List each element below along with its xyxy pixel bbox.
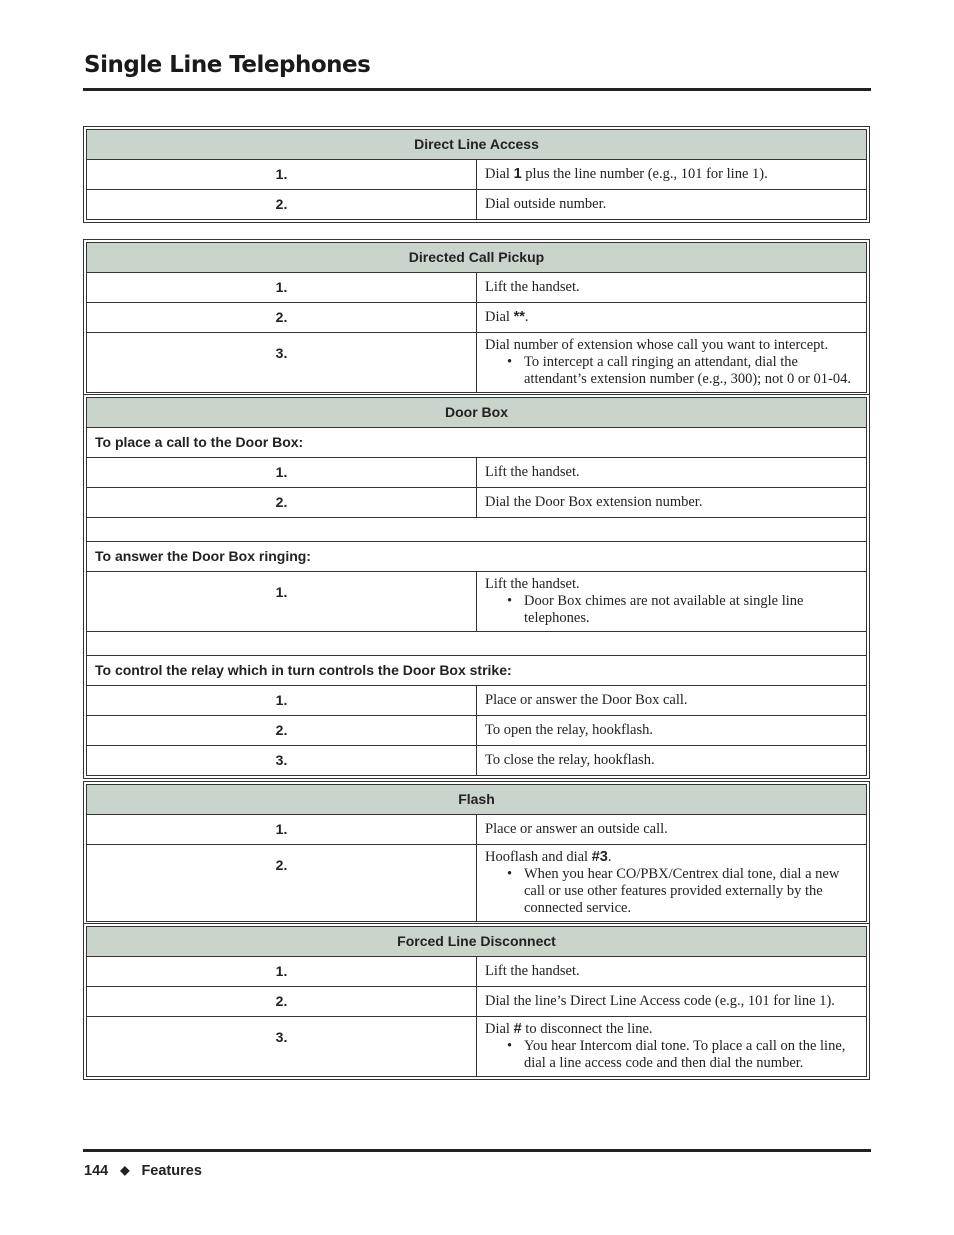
bullet-item: • You hear Intercom dial tone. To place a call on the line, dial a line access code and then dial the number. — [485, 1038, 858, 1072]
directed-call-pickup-table — [83, 239, 870, 396]
door-box-table — [83, 394, 870, 779]
table-row — [87, 987, 867, 1017]
table-row — [87, 815, 867, 845]
blank-row — [87, 632, 867, 656]
table-row — [87, 333, 867, 393]
table-row — [87, 1017, 867, 1077]
page-number: 144 — [84, 1163, 109, 1179]
step-number: 2. — [87, 987, 477, 1017]
section-name: Features — [141, 1163, 202, 1179]
table-row — [87, 190, 867, 220]
table-row — [87, 488, 867, 518]
forced-line-disconnect-table — [83, 923, 870, 1080]
table-row — [87, 957, 867, 987]
step-text: Place or answer the Door Box call. — [477, 686, 867, 716]
table-row — [87, 303, 867, 333]
step-text: Hooflash and dial #3. • When you hear CO/PBX/Centrex dial tone, dial a new call or use other features provided externally by the connected service. — [477, 845, 867, 922]
step-text: Lift the handset. • Door Box chimes are not available at single line telephones. — [477, 572, 867, 632]
section-heading: To place a call to the Door Box: — [87, 428, 867, 458]
step-text: Dial **. — [477, 303, 867, 333]
table-row — [87, 572, 867, 632]
step-number: 2. — [87, 716, 477, 746]
step-number: 1. — [87, 160, 477, 190]
step-text: Dial # to disconnect the line. • You hear Intercom dial tone. To place a call on the line, dial a line access code and then dial the number. — [477, 1017, 867, 1077]
step-number: 2. — [87, 303, 477, 333]
table-row — [87, 746, 867, 776]
step-text: Lift the handset. — [477, 273, 867, 303]
step-text: To open the relay, hookflash. — [477, 716, 867, 746]
bullet-item: • When you hear CO/PBX/Centrex dial tone, dial a new call or use other features provided externally by the connected service. — [485, 866, 858, 917]
table-row — [87, 458, 867, 488]
table-header: Flash — [87, 785, 867, 815]
step-number: 3. — [87, 333, 477, 393]
table-header: Directed Call Pickup — [87, 243, 867, 273]
step-number: 3. — [87, 1017, 477, 1077]
step-text: Dial the Door Box extension number. — [477, 488, 867, 518]
step-text: Lift the handset. — [477, 458, 867, 488]
flash-table — [83, 781, 870, 925]
blank-row — [87, 518, 867, 542]
table-row — [87, 845, 867, 922]
step-number: 1. — [87, 815, 477, 845]
step-number: 2. — [87, 845, 477, 922]
page-title: Single Line Telephones — [84, 52, 371, 78]
step-number: 1. — [87, 458, 477, 488]
step-number: 2. — [87, 488, 477, 518]
step-text: Place or answer an outside call. — [477, 815, 867, 845]
bullet-item: • To intercept a call ringing an attendant, dial the attendant’s extension number (e.g., 300); not 0 or 01-04. — [485, 354, 858, 388]
section-heading: To control the relay which in turn controls the Door Box strike: — [87, 656, 867, 686]
section-heading: To answer the Door Box ringing: — [87, 542, 867, 572]
step-text: Lift the handset. — [477, 957, 867, 987]
diamond-icon: ◆ — [120, 1163, 130, 1177]
step-number: 1. — [87, 957, 477, 987]
step-text: Dial 1 plus the line number (e.g., 101 for line 1). — [477, 160, 867, 190]
step-number: 1. — [87, 572, 477, 632]
step-number: 2. — [87, 190, 477, 220]
table-row — [87, 273, 867, 303]
step-text: Dial number of extension whose call you want to intercept. • To intercept a call ringing an attendant, dial the attendant’s extension number (e.g., 300); not 0 or 01-04. — [477, 333, 867, 393]
step-text: To close the relay, hookflash. — [477, 746, 867, 776]
footer — [84, 1163, 202, 1179]
table-header: Door Box — [87, 398, 867, 428]
title-rule — [83, 88, 871, 91]
footer-rule — [83, 1149, 871, 1152]
bullet-item: • Door Box chimes are not available at single line telephones. — [485, 593, 858, 627]
step-text: Dial outside number. — [477, 190, 867, 220]
table-row — [87, 160, 867, 190]
table-row — [87, 686, 867, 716]
step-number: 1. — [87, 273, 477, 303]
direct-line-access-table — [83, 126, 870, 223]
step-number: 3. — [87, 746, 477, 776]
table-row — [87, 716, 867, 746]
table-header: Direct Line Access — [87, 130, 867, 160]
step-text: Dial the line’s Direct Line Access code (e.g., 101 for line 1). — [477, 987, 867, 1017]
step-number: 1. — [87, 686, 477, 716]
table-header: Forced Line Disconnect — [87, 927, 867, 957]
